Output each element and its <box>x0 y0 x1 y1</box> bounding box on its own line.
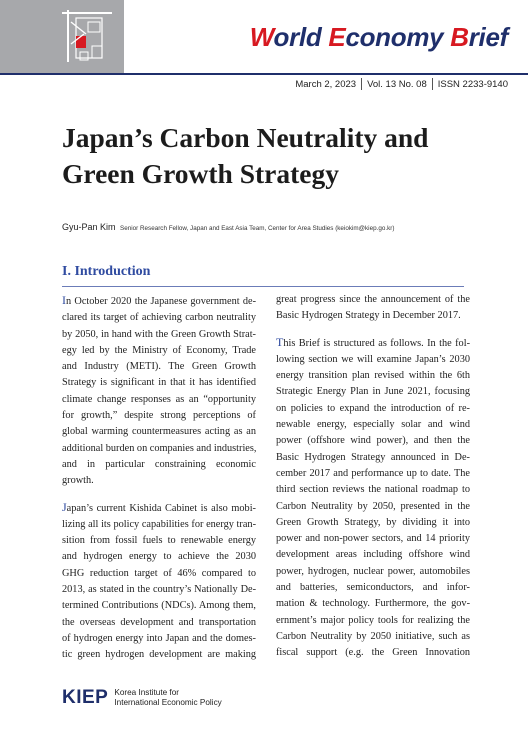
text-line: Carbon Neutrality by 2050 initiative, such as <box>276 630 470 642</box>
text-line: and in particular constraining economic <box>62 458 256 470</box>
text-line: newable energy, especially solar and wind <box>276 419 470 431</box>
kiep-wordmark: KIEP <box>62 687 109 708</box>
left-column <box>62 292 256 673</box>
brand-word-brief: rief <box>468 22 508 52</box>
text-line: great progress since the announcement of the <box>276 294 470 305</box>
text-line: development areas including offshore wind <box>276 549 470 561</box>
brand-initial-w: W <box>249 22 274 52</box>
text-line: Carbon Neutrality by 2050, presented in the <box>276 500 470 512</box>
text-line: clared its target of achieving carbon neutrality <box>62 312 256 324</box>
text-line: and Industry (METI). The Green Growth <box>62 361 256 373</box>
text-line: mation & technology. Furthermore, the gov- <box>276 598 470 610</box>
page-title <box>62 120 482 192</box>
author-affiliation: Senior Research Fellow, Japan and East Asia Team, Center for Area Studies (keiokim@kiep.go.kr) <box>120 225 395 232</box>
section-rule <box>62 286 464 287</box>
issue-divider <box>432 78 433 90</box>
text-line: by 2050, in hand with the Green Growth Strat- <box>62 328 256 340</box>
text-line: Basic Hydrogen Strategy in December 2017. <box>276 310 461 322</box>
text-line: and hydrogen energy to achieve the 2030 <box>62 551 256 563</box>
text-line: Green Growth Strategy, by dividing it into <box>276 516 470 528</box>
drop-initial: I <box>62 293 66 307</box>
text-line: energy transition plan revised within the 6th <box>276 370 470 382</box>
text-line: the overseas development and transportation <box>62 616 256 628</box>
paragraph <box>62 499 256 664</box>
text-line: third section reviews the national roadmap to <box>276 484 470 496</box>
organization-name-line: Korea Institute for <box>114 688 179 697</box>
title-line: Green Growth Strategy <box>62 158 339 189</box>
organization-name <box>114 688 221 708</box>
issue-divider <box>361 78 362 90</box>
text-line: This Brief is structured as follows. In the fol- <box>276 334 470 349</box>
text-line: termined Contributions (NDCs). Among them, <box>62 600 256 612</box>
author-name: Gyu-Pan Kim <box>62 222 116 232</box>
paragraph <box>62 292 256 490</box>
text-line: of hydrogen energy into Japan and the domes- <box>62 632 256 644</box>
text-line: Strategy is significant in that it has identified <box>62 377 256 389</box>
text-line: cember 2017 and performance up to date. The <box>276 467 470 479</box>
brand-word-economy: conomy <box>345 22 451 52</box>
section-heading: I. Introduction <box>62 264 151 279</box>
text-line: Japan’s current Kishida Cabinet is also mobi- <box>62 499 256 514</box>
brand-title <box>250 22 508 53</box>
text-line: power, hydrogen, nuclear power, automobiles <box>276 565 470 577</box>
text-line: climate change responses as an “opportunity <box>62 393 256 405</box>
text-line: 2013, as stated in the country’s Nationally De- <box>62 584 256 596</box>
text-line: and batteries, semiconductors, and infor- <box>276 582 470 594</box>
text-line: ernment’s major policy tools for realizing the <box>276 614 470 626</box>
text-line: In October 2020 the Japanese government de- <box>62 293 256 307</box>
footer-logo <box>62 687 222 709</box>
text-line: sition from fossil fuels to renewable energy <box>62 535 256 547</box>
issue-issn: ISSN 2233-9140 <box>437 78 508 90</box>
issue-volume: Vol. 13 No. 08 <box>367 78 427 90</box>
text-line: growth. <box>62 475 94 487</box>
text-line: lowing section we will examine Japan’s 2030 <box>276 353 470 365</box>
text-line: Strategic Energy Plan in June 2021, focusing <box>276 386 470 398</box>
header-rule <box>0 73 528 75</box>
author-line <box>62 222 394 232</box>
text-line: lizing all its policy capabilities for energy tran- <box>62 518 256 530</box>
text-line: on policies to expand the introduction of re- <box>276 402 470 414</box>
text-line: additional burden on companies and industries, <box>62 442 257 454</box>
text-line: fiscal support (e.g. the Green Innovation <box>276 647 470 659</box>
right-column <box>276 292 470 671</box>
paragraph <box>276 334 470 662</box>
drop-initial: J <box>62 499 67 514</box>
drop-initial: T <box>276 334 284 349</box>
text-line: tic green hydrogen development are making <box>62 649 256 661</box>
paragraph <box>276 292 470 325</box>
brand-initial-b: B <box>450 22 469 52</box>
brand-word-world: orld <box>273 22 329 52</box>
text-line: global warming countermeasures acting as an <box>62 426 256 438</box>
text-line: Basic Hydrogen Strategy announced in De- <box>276 451 470 463</box>
kiep-logo-icon <box>62 8 112 64</box>
text-line: egy led by the Ministry of Economy, Trade <box>62 344 256 356</box>
brand-initial-e: E <box>328 22 346 52</box>
issue-date: March 2, 2023 <box>295 78 357 90</box>
title-line: Japan’s Carbon Neutrality and <box>62 122 429 153</box>
text-line: power (offshore wind power), and then the <box>276 435 470 447</box>
text-line: for growth,” despite strong perceptions of <box>62 410 256 422</box>
header-grey-block <box>0 0 124 73</box>
organization-name-line: International Economic Policy <box>114 698 222 707</box>
text-line: power and non-power sectors, and 14 priority <box>276 533 470 545</box>
issue-info <box>295 78 508 90</box>
text-line: GHG reduction target of 46% compared to <box>62 567 256 579</box>
